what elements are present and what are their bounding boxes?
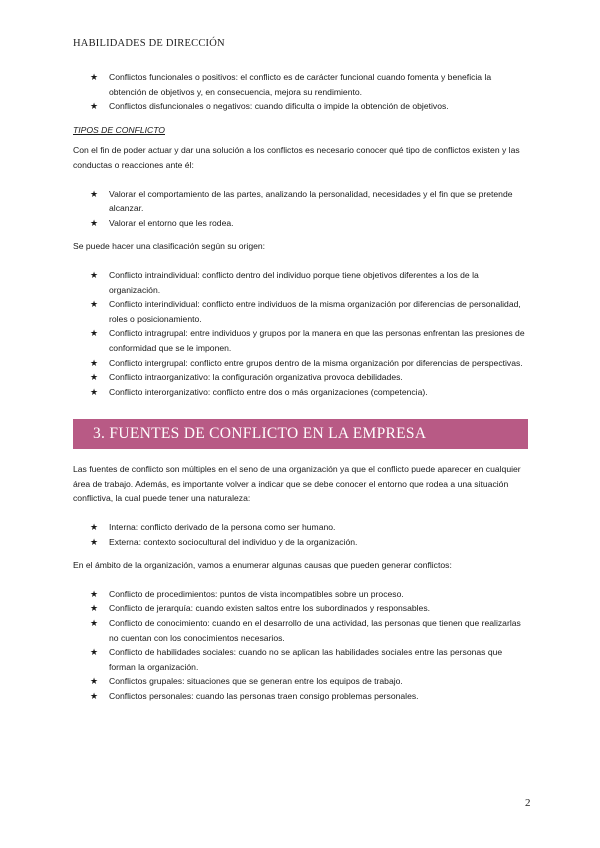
subheading-tipos: TIPOS DE CONFLICTO	[73, 124, 165, 135]
star-icon: ★	[90, 357, 99, 368]
list-item: ★ Conflictos disfuncionales o negativos: cuando dificulta o impide la obtención de objetivos.	[73, 99, 528, 114]
list-item: ★ Interna: conflicto derivado de la persona como ser humano.	[73, 520, 528, 535]
paragraph: Las fuentes de conflicto son múltiples en el seno de una organización ya que el conflicto puede aparecer en cualquier área de trabajo. Además, es importante volver a indicar que se debe conocer el entorno que rodea a una situación conflictiva, la cual puede tener una naturaleza:	[73, 464, 521, 504]
star-icon: ★	[90, 188, 99, 199]
list-item: ★ Conflicto intraindividual: conflicto dentro del individuo porque tiene objetivos diferentes a los de la organización.	[90, 269, 479, 295]
list-item: ★ Conflictos personales: cuando las personas traen consigo problemas personales.	[73, 689, 528, 704]
star-icon: ★	[90, 269, 99, 280]
star-icon: ★	[90, 217, 99, 228]
list-item: ★ Conflicto interindividual: conflicto entre individuos de la misma organización por diferencias de personalidad, roles o posicionamiento.	[90, 299, 521, 324]
running-header: HABILIDADES DE DIRECCIÓN	[73, 38, 225, 49]
star-icon: ★	[90, 691, 99, 701]
list-item: ★ Conflicto intragrupal: entre individuos y grupos por la manera en que las personas enfrentan las presiones de conformidad que se le imponen.	[90, 328, 525, 353]
document-body	[73, 70, 528, 704]
list-causes	[73, 587, 528, 704]
star-icon: ★	[90, 299, 99, 310]
list-item: ★ Conflictos grupales: situaciones que se generan entre los equipos de trabajo.	[73, 674, 528, 689]
page-number: 2	[525, 797, 531, 809]
list-item: ★ Conflicto de habilidades sociales: cuando no se aplican las habilidades sociales entre las personas que forman la organización.	[90, 647, 503, 672]
list-origin	[73, 268, 528, 399]
list-item: ★ Valorar el comportamiento de las partes, analizando la personalidad, necesidades y el fin que se pretende alcanzar.	[90, 188, 513, 214]
list-item: ★ Conflicto de conocimiento: cuando en el desarrollo de una actividad, las personas que tienen que realizarlas no cuentan con los conocimientos necesarios.	[90, 618, 521, 643]
list-item: ★ Conflicto intraorganizativo: la configuración organizativa provoca debilidades.	[73, 370, 528, 385]
star-icon: ★	[90, 647, 99, 658]
list-item: ★ Conflicto de jerarquía: cuando existen saltos entre los subordinados y responsables.	[73, 601, 528, 616]
star-icon: ★	[90, 618, 99, 629]
section-heading-bar: 3. FUENTES DE CONFLICTO EN LA EMPRESA	[73, 419, 528, 449]
paragraph: Se puede hacer una clasificación según su origen:	[73, 241, 266, 252]
list-nature	[73, 520, 528, 549]
star-icon: ★	[90, 372, 99, 383]
star-icon: ★	[90, 676, 99, 687]
star-icon: ★	[90, 386, 99, 397]
star-icon: ★	[90, 101, 99, 112]
star-icon: ★	[90, 536, 99, 547]
paragraph: Con el fin de poder actuar y dar una solución a los conflictos es necesario conocer qué tipo de conflictos existen y las conductas o reacciones ante él:	[73, 145, 520, 170]
list-valorar	[73, 187, 528, 231]
star-icon: ★	[90, 72, 99, 82]
paragraph: En el ámbito de la organización, vamos a enumerar algunas causas que pueden generar conflictos:	[73, 560, 452, 571]
list-item: ★ Conflicto intergrupal: conflicto entre grupos dentro de la misma organización por diferencias de perspectivas.	[73, 356, 528, 371]
list-conflict-kinds	[73, 70, 528, 114]
list-item: ★ Conflicto de procedimientos: puntos de vista incompatibles sobre un proceso.	[73, 587, 528, 602]
star-icon: ★	[90, 603, 99, 614]
star-icon: ★	[90, 522, 99, 533]
list-item: ★ Conflicto interorganizativo: conflicto entre dos o más organizaciones (competencia).	[73, 385, 528, 400]
list-item: ★ Conflictos funcionales o positivos: el conflicto es de carácter funcional cuando fomenta y beneficia la obtención de objetivos y, en consecuencia, mejora su rendimiento.	[90, 72, 492, 97]
list-item: ★ Valorar el entorno que les rodea.	[73, 216, 528, 231]
star-icon: ★	[90, 588, 99, 599]
star-icon: ★	[90, 328, 99, 339]
list-item: ★ Externa: contexto sociocultural del individuo y de la organización.	[73, 535, 528, 550]
